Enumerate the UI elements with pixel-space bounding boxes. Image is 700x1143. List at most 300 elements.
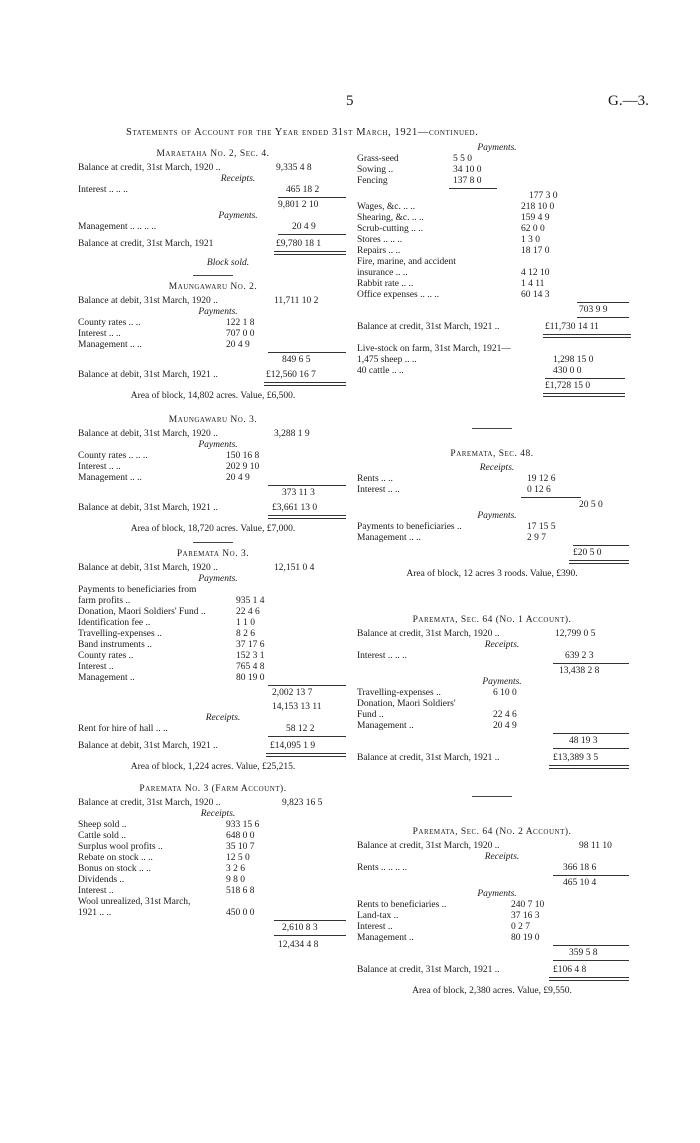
row-label: Management .. bbox=[78, 673, 135, 683]
row-label: Fire, marine, and accident bbox=[357, 257, 456, 267]
row-amount: 3 2 6 bbox=[226, 864, 245, 874]
row-amount: 18 17 0 bbox=[521, 246, 550, 256]
ledger-row bbox=[78, 329, 348, 340]
row-amount: £14,095 1 9 bbox=[270, 741, 316, 751]
row-label: Travelling-expenses .. bbox=[78, 629, 162, 639]
row-amount: 1 4 11 bbox=[521, 279, 545, 289]
ledger-row bbox=[357, 666, 627, 677]
section-subheading: Receipts. bbox=[200, 809, 236, 819]
row-label: Interest .. .. bbox=[357, 485, 400, 495]
ledger-row bbox=[78, 163, 348, 174]
spacer bbox=[357, 772, 627, 790]
section-subheading: Payments. bbox=[477, 889, 517, 899]
row-label: Sheep sold .. bbox=[78, 820, 127, 830]
row-label: Balance at credit, 31st March, 1921 .. bbox=[357, 322, 500, 332]
ledger-row bbox=[357, 721, 627, 732]
row-label: 1921 .. .. bbox=[78, 908, 112, 918]
row-label: Wages, &c. .. .. bbox=[357, 202, 416, 212]
row-amount: 707 0 0 bbox=[226, 329, 255, 339]
row-amount: 12 5 0 bbox=[226, 853, 250, 863]
row-amount: £12,560 16 7 bbox=[266, 370, 316, 380]
row-label: Grass-seed bbox=[357, 154, 399, 164]
double-rule bbox=[268, 515, 346, 519]
row-amount: 240 7 10 bbox=[511, 900, 545, 910]
ledger-row bbox=[78, 688, 348, 699]
row-amount: 159 4 9 bbox=[521, 213, 550, 223]
ledger-row bbox=[78, 185, 348, 196]
row-amount: 450 0 0 bbox=[226, 908, 255, 918]
row-amount: 20 4 9 bbox=[226, 340, 250, 350]
row-label: Shearing, &c. .. .. bbox=[357, 213, 424, 223]
section-title: Maraetaha No. 2, Sec. 4. bbox=[156, 149, 270, 159]
double-rule bbox=[549, 977, 629, 981]
ledger-row bbox=[78, 429, 348, 440]
ledger-row bbox=[357, 474, 627, 485]
row-label: Rebate on stock .. .. bbox=[78, 853, 153, 863]
row-amount: 2 9 7 bbox=[527, 533, 546, 543]
row-amount: 373 11 3 bbox=[282, 488, 315, 498]
total-rule bbox=[268, 736, 346, 738]
total-rule bbox=[268, 485, 346, 487]
row-amount: 648 0 0 bbox=[226, 831, 255, 841]
row-amount: 37 17 6 bbox=[236, 640, 265, 650]
ledger-row bbox=[78, 798, 348, 809]
row-amount: 137 8 0 bbox=[453, 176, 482, 186]
row-amount: 17 15 5 bbox=[527, 522, 556, 532]
row-label: Balance at credit, 31st March, 1920 .. bbox=[78, 163, 221, 173]
ledger-row bbox=[357, 548, 627, 559]
row-amount: 22 4 6 bbox=[236, 607, 260, 617]
row-amount: 34 10 0 bbox=[453, 165, 482, 175]
ledger-row bbox=[357, 381, 627, 392]
row-label: insurance .. .. bbox=[357, 268, 408, 278]
row-label: Management .. bbox=[357, 933, 414, 943]
row-label: Rents to beneficiaries .. bbox=[357, 900, 447, 910]
row-amount: 20 4 9 bbox=[493, 721, 517, 731]
row-amount: 60 14 3 bbox=[521, 290, 550, 300]
row-amount: 58 12 2 bbox=[286, 724, 315, 734]
ledger-row bbox=[78, 673, 348, 684]
total-rule bbox=[274, 935, 346, 937]
ledger-row bbox=[357, 246, 627, 257]
section-title: Maungawaru No. 2. bbox=[168, 282, 258, 292]
row-label: Management .. .. bbox=[357, 533, 421, 543]
section-subheading: Receipts. bbox=[484, 852, 520, 862]
row-amount: 5 5 0 bbox=[453, 154, 472, 164]
section-subheading: Payments. bbox=[477, 143, 517, 153]
row-label: Stores .. .. .. bbox=[357, 235, 403, 245]
row-amount: 366 18 6 bbox=[563, 863, 597, 873]
row-amount: 2,002 13 7 bbox=[272, 688, 313, 698]
area-note: Area of block, 18,720 acres. Value, £7,000. bbox=[130, 524, 296, 534]
row-label: Cattle sold .. bbox=[78, 831, 127, 841]
section-title: Maungawaru No. 3. bbox=[168, 415, 258, 425]
row-label: Interest .. bbox=[357, 922, 393, 932]
statement-title: Statements of Account for the Year ended 31st March, 1921—continued. bbox=[126, 127, 479, 138]
row-label: Live-stock on farm, 31st March, 1921— bbox=[357, 344, 511, 354]
section-title: Paremata, Sec. 64 (No. 1 Account). bbox=[412, 615, 572, 625]
total-rule bbox=[577, 302, 629, 304]
row-label: Fencing bbox=[357, 176, 388, 186]
separator bbox=[193, 275, 233, 276]
total-rule bbox=[573, 545, 629, 547]
ledger-row bbox=[357, 268, 627, 279]
total-rule bbox=[553, 945, 629, 947]
row-amount: 1,298 15 0 bbox=[553, 355, 594, 365]
row-label: Repairs .. .. bbox=[357, 246, 401, 256]
row-amount: 48 19 3 bbox=[569, 736, 598, 746]
spacer bbox=[78, 403, 348, 409]
row-label: Balance at credit, 31st March, 1921 .. bbox=[357, 753, 500, 763]
ledger-row bbox=[357, 257, 627, 268]
ledger-row bbox=[78, 923, 348, 934]
row-amount: 1 1 0 bbox=[236, 618, 255, 628]
ledger-row bbox=[357, 485, 627, 496]
section-subheading: Receipts. bbox=[484, 640, 520, 650]
ledger-row bbox=[78, 585, 348, 596]
ledger-row bbox=[357, 213, 627, 224]
ledger-row bbox=[357, 878, 627, 889]
ledger-row bbox=[78, 820, 348, 831]
total-rule bbox=[268, 685, 346, 687]
total-rule bbox=[553, 663, 629, 665]
ledger-row bbox=[78, 640, 348, 651]
row-amount: 150 16 8 bbox=[226, 451, 260, 461]
row-label: farm profits .. bbox=[78, 596, 131, 606]
area-note: Area of block, 2,380 acres. Value, £9,550. bbox=[412, 986, 572, 996]
row-label: Management .. bbox=[357, 721, 414, 731]
row-label: Identification fee .. bbox=[78, 618, 151, 628]
double-rule bbox=[274, 251, 346, 255]
ledger-row bbox=[78, 662, 348, 673]
row-amount: 37 16 3 bbox=[511, 911, 540, 921]
row-amount: 19 12 6 bbox=[527, 474, 556, 484]
total-rule bbox=[577, 317, 629, 319]
ledger-row bbox=[357, 948, 627, 959]
row-amount: 465 18 2 bbox=[286, 185, 320, 195]
double-rule bbox=[543, 334, 631, 338]
row-label: Office expenses .. .. .. bbox=[357, 290, 440, 300]
row-amount: 218 10 0 bbox=[521, 202, 555, 212]
row-amount: 2,610 8 3 bbox=[282, 923, 318, 933]
row-label: Bonus on stock .. .. bbox=[78, 864, 151, 874]
row-amount: 80 19 0 bbox=[511, 933, 540, 943]
row-label: Balance at credit, 31st March, 1920 .. bbox=[357, 841, 500, 851]
row-label: Interest .. bbox=[78, 662, 114, 672]
ledger-row bbox=[357, 322, 627, 333]
ledger-row bbox=[357, 235, 627, 246]
row-amount: 465 10 4 bbox=[563, 878, 597, 888]
total-rule bbox=[553, 875, 629, 877]
row-label: Balance at debit, 31st March, 1921 .. bbox=[78, 370, 218, 380]
total-rule bbox=[278, 197, 346, 199]
section-subheading: Payments. bbox=[477, 511, 517, 521]
ledger-row bbox=[357, 305, 627, 316]
row-label: Management .. .. bbox=[78, 473, 142, 483]
row-amount: 0 2 7 bbox=[511, 922, 530, 932]
total-rule bbox=[278, 234, 346, 236]
row-label: Balance at credit, 31st March, 1920 .. bbox=[357, 629, 500, 639]
row-label: Dividends .. bbox=[78, 875, 125, 885]
ledger-row bbox=[357, 355, 627, 366]
ledger-row bbox=[78, 842, 348, 853]
ledger-row bbox=[78, 200, 348, 211]
ledger-row bbox=[357, 736, 627, 747]
row-label: Interest .. .. .. bbox=[357, 651, 407, 661]
row-label: Balance at debit, 31st March, 1920 .. bbox=[78, 429, 218, 439]
section-title: Paremata, Sec. 64 (No. 2 Account). bbox=[412, 827, 572, 837]
row-amount: £9,780 18 1 bbox=[276, 239, 322, 249]
ledger-row bbox=[78, 651, 348, 662]
ledger-row bbox=[357, 710, 627, 721]
section-subheading: Receipts. bbox=[479, 463, 515, 473]
ledger-row bbox=[78, 741, 348, 752]
row-label: Interest .. .. .. bbox=[78, 185, 128, 195]
row-label: Balance at debit, 31st March, 1921 .. bbox=[78, 503, 218, 513]
ledger-row bbox=[78, 897, 348, 908]
ledger-row bbox=[78, 702, 348, 713]
row-amount: 9,823 16 5 bbox=[282, 798, 323, 808]
ledger-row bbox=[357, 965, 627, 976]
ledger-row bbox=[357, 900, 627, 911]
row-amount: 20 4 9 bbox=[226, 473, 250, 483]
row-label: Balance at debit, 31st March, 1920 .. bbox=[78, 563, 218, 573]
row-label: 1,475 sheep .. .. bbox=[357, 355, 417, 365]
row-amount: £11,730 14 11 bbox=[545, 322, 599, 332]
total-rule bbox=[268, 352, 346, 354]
ledger-row bbox=[357, 651, 627, 662]
row-label: Balance at credit, 31st March, 1920 .. bbox=[78, 798, 221, 808]
right-column bbox=[357, 143, 627, 998]
row-amount: 9,801 2 10 bbox=[278, 200, 319, 210]
double-rule bbox=[549, 765, 629, 769]
row-label: Travelling-expenses .. bbox=[357, 688, 441, 698]
row-label: Rents .. .. .. .. bbox=[357, 863, 408, 873]
ledger-row bbox=[357, 165, 627, 176]
row-amount: 177 3 0 bbox=[529, 191, 558, 201]
ledger-row bbox=[357, 629, 627, 640]
total-rule bbox=[553, 748, 629, 750]
double-rule bbox=[266, 753, 346, 757]
separator bbox=[472, 428, 512, 429]
total-rule bbox=[545, 378, 625, 380]
row-label: Surplus wool profits .. bbox=[78, 842, 163, 852]
row-amount: 12,799 0 5 bbox=[555, 629, 596, 639]
total-rule bbox=[274, 920, 346, 922]
row-label: Donation, Maori Soldiers' Fund .. bbox=[78, 607, 206, 617]
spacer bbox=[357, 581, 627, 609]
ledger-row bbox=[357, 841, 627, 852]
ledger-row bbox=[78, 462, 348, 473]
row-amount: 80 19 0 bbox=[236, 673, 265, 683]
row-amount: 98 11 10 bbox=[579, 841, 612, 851]
ledger-row bbox=[357, 911, 627, 922]
ledger-row bbox=[78, 940, 348, 951]
ledger-row bbox=[357, 522, 627, 533]
spacer bbox=[357, 435, 627, 443]
row-amount: £3,661 13 0 bbox=[272, 503, 318, 513]
ledger-row bbox=[357, 290, 627, 301]
row-label: Management .. .. .. .. bbox=[78, 222, 157, 232]
row-label: County rates .. .. bbox=[78, 318, 141, 328]
ledger-row bbox=[78, 488, 348, 499]
ledger-row bbox=[78, 563, 348, 574]
double-rule bbox=[569, 560, 629, 564]
ledger-row bbox=[78, 503, 348, 514]
row-label: Rent for hire of hall .. .. bbox=[78, 724, 168, 734]
row-label: Interest .. bbox=[78, 886, 114, 896]
spacer bbox=[357, 803, 627, 821]
ledger-row bbox=[78, 875, 348, 886]
separator bbox=[472, 796, 512, 797]
row-amount: 935 1 4 bbox=[236, 596, 265, 606]
row-amount: 9 8 0 bbox=[226, 875, 245, 885]
spacer bbox=[357, 400, 627, 422]
row-amount: 4 12 10 bbox=[521, 268, 550, 278]
ledger-row bbox=[78, 831, 348, 842]
area-note: Area of block, 12 acres 3 roods. Value, £390. bbox=[406, 569, 578, 579]
ledger-row bbox=[78, 451, 348, 462]
section-subheading: Block sold. bbox=[206, 258, 250, 268]
row-amount: 639 2 3 bbox=[565, 651, 594, 661]
ledger-row bbox=[78, 318, 348, 329]
double-rule bbox=[264, 382, 346, 386]
row-amount: 152 3 1 bbox=[236, 651, 265, 661]
row-amount: 933 15 6 bbox=[226, 820, 260, 830]
row-amount: 20 4 9 bbox=[292, 222, 316, 232]
row-label: County rates .. bbox=[78, 651, 134, 661]
ledger-row bbox=[357, 863, 627, 874]
row-label: Sowing .. bbox=[357, 165, 394, 175]
ledger-row bbox=[78, 296, 348, 307]
row-amount: 765 4 8 bbox=[236, 662, 265, 672]
left-column bbox=[78, 143, 348, 951]
ledger-row bbox=[357, 922, 627, 933]
row-amount: 703 9 9 bbox=[579, 305, 608, 315]
ledger-row bbox=[357, 154, 627, 165]
ledger-row bbox=[357, 699, 627, 710]
row-amount: 14,153 13 11 bbox=[272, 702, 322, 712]
row-amount: 518 6 8 bbox=[226, 886, 255, 896]
row-amount: 8 2 6 bbox=[236, 629, 255, 639]
total-rule bbox=[553, 733, 629, 735]
row-label: Balance at credit, 31st March, 1921 bbox=[78, 239, 214, 249]
row-amount: 202 9 10 bbox=[226, 462, 260, 472]
ledger-row bbox=[78, 340, 348, 351]
area-note: Area of block, 14,802 acres. Value, £6,500. bbox=[130, 391, 296, 401]
section-subheading: Payments. bbox=[198, 440, 238, 450]
row-amount: 35 10 7 bbox=[226, 842, 255, 852]
ledger-row bbox=[357, 224, 627, 235]
ledger-row bbox=[78, 618, 348, 629]
row-label: Donation, Maori Soldiers' bbox=[357, 699, 456, 709]
section-subheading: Payments. bbox=[218, 211, 258, 221]
row-amount: £20 5 0 bbox=[573, 548, 602, 558]
ledger-row bbox=[78, 473, 348, 484]
row-label: Interest .. .. bbox=[78, 329, 121, 339]
row-amount: 1 3 0 bbox=[521, 235, 540, 245]
ledger-row bbox=[78, 222, 348, 233]
section-subheading: Payments. bbox=[482, 677, 522, 687]
total-rule bbox=[553, 960, 629, 962]
ledger-row bbox=[357, 753, 627, 764]
ledger-row bbox=[357, 688, 627, 699]
ledger-row bbox=[78, 355, 348, 366]
section-subheading: Receipts. bbox=[220, 174, 256, 184]
ledger-row bbox=[78, 607, 348, 618]
ledger-row bbox=[357, 202, 627, 213]
spacer bbox=[78, 774, 348, 778]
ledger-row bbox=[357, 279, 627, 290]
row-amount: 20 5 0 bbox=[579, 500, 603, 510]
row-label: Scrub-cutting .. .. bbox=[357, 224, 423, 234]
row-label: Balance at debit, 31st March, 1920 .. bbox=[78, 296, 218, 306]
row-label: Land-tax .. bbox=[357, 911, 399, 921]
separator bbox=[193, 542, 233, 543]
section-subheading: Payments. bbox=[198, 307, 238, 317]
document-reference: G.—3. bbox=[608, 93, 649, 109]
ledger-row bbox=[357, 366, 627, 377]
ledger-row bbox=[357, 533, 627, 544]
section-title: Paremata, Sec. 48. bbox=[450, 449, 534, 459]
ledger-row bbox=[357, 176, 627, 187]
total-rule bbox=[521, 497, 581, 499]
row-label: Rabbit rate .. .. bbox=[357, 279, 414, 289]
row-amount: 22 4 6 bbox=[493, 710, 517, 720]
row-label: Payments to beneficiaries .. bbox=[357, 522, 462, 532]
row-amount: 9,335 4 8 bbox=[276, 163, 312, 173]
row-label: Fund .. bbox=[357, 710, 384, 720]
row-amount: 430 0 0 bbox=[553, 366, 582, 376]
row-amount: 13,438 2 8 bbox=[559, 666, 600, 676]
row-label: County rates .. .. .. bbox=[78, 451, 148, 461]
area-note: Area of block, 1,224 acres. Value, £25,215. bbox=[130, 762, 296, 772]
row-label: Balance at debit, 31st March, 1921 .. bbox=[78, 741, 218, 751]
section-subheading: Payments. bbox=[198, 574, 238, 584]
ledger-row bbox=[357, 500, 627, 511]
section-subheading: Receipts. bbox=[205, 713, 241, 723]
ledger-row bbox=[78, 864, 348, 875]
double-rule bbox=[543, 393, 625, 397]
row-label: Band instruments .. bbox=[78, 640, 152, 650]
row-label: Payments to beneficiaries from bbox=[78, 585, 197, 595]
section-title: Paremata No. 3. bbox=[176, 549, 250, 559]
row-amount: £106 4 8 bbox=[553, 965, 587, 975]
page-number: 5 bbox=[346, 93, 354, 109]
row-label: Rents .. .. bbox=[357, 474, 393, 484]
ledger-row bbox=[78, 908, 348, 919]
row-amount: 0 12 6 bbox=[527, 485, 551, 495]
ledger-row bbox=[78, 853, 348, 864]
row-amount: 122 1 8 bbox=[226, 318, 255, 328]
row-amount: 359 5 8 bbox=[569, 948, 598, 958]
row-label: Balance at credit, 31st March, 1921 .. bbox=[357, 965, 500, 975]
total-rule bbox=[449, 188, 497, 190]
row-amount: 12,434 4 8 bbox=[278, 940, 319, 950]
row-label: 40 cattle .. .. bbox=[357, 366, 404, 376]
row-amount: 849 6 5 bbox=[282, 355, 311, 365]
row-label: Management .. .. bbox=[78, 340, 142, 350]
ledger-row bbox=[78, 370, 348, 381]
ledger-row bbox=[78, 596, 348, 607]
row-amount: 6 10 0 bbox=[493, 688, 517, 698]
row-label: Wool unrealized, 31st March, bbox=[78, 897, 191, 907]
row-amount: 62 0 0 bbox=[521, 224, 545, 234]
row-label: Interest .. .. bbox=[78, 462, 121, 472]
ledger-row bbox=[357, 191, 627, 202]
row-amount: 11,711 10 2 bbox=[274, 296, 319, 306]
row-amount: £13,389 3 5 bbox=[553, 753, 599, 763]
